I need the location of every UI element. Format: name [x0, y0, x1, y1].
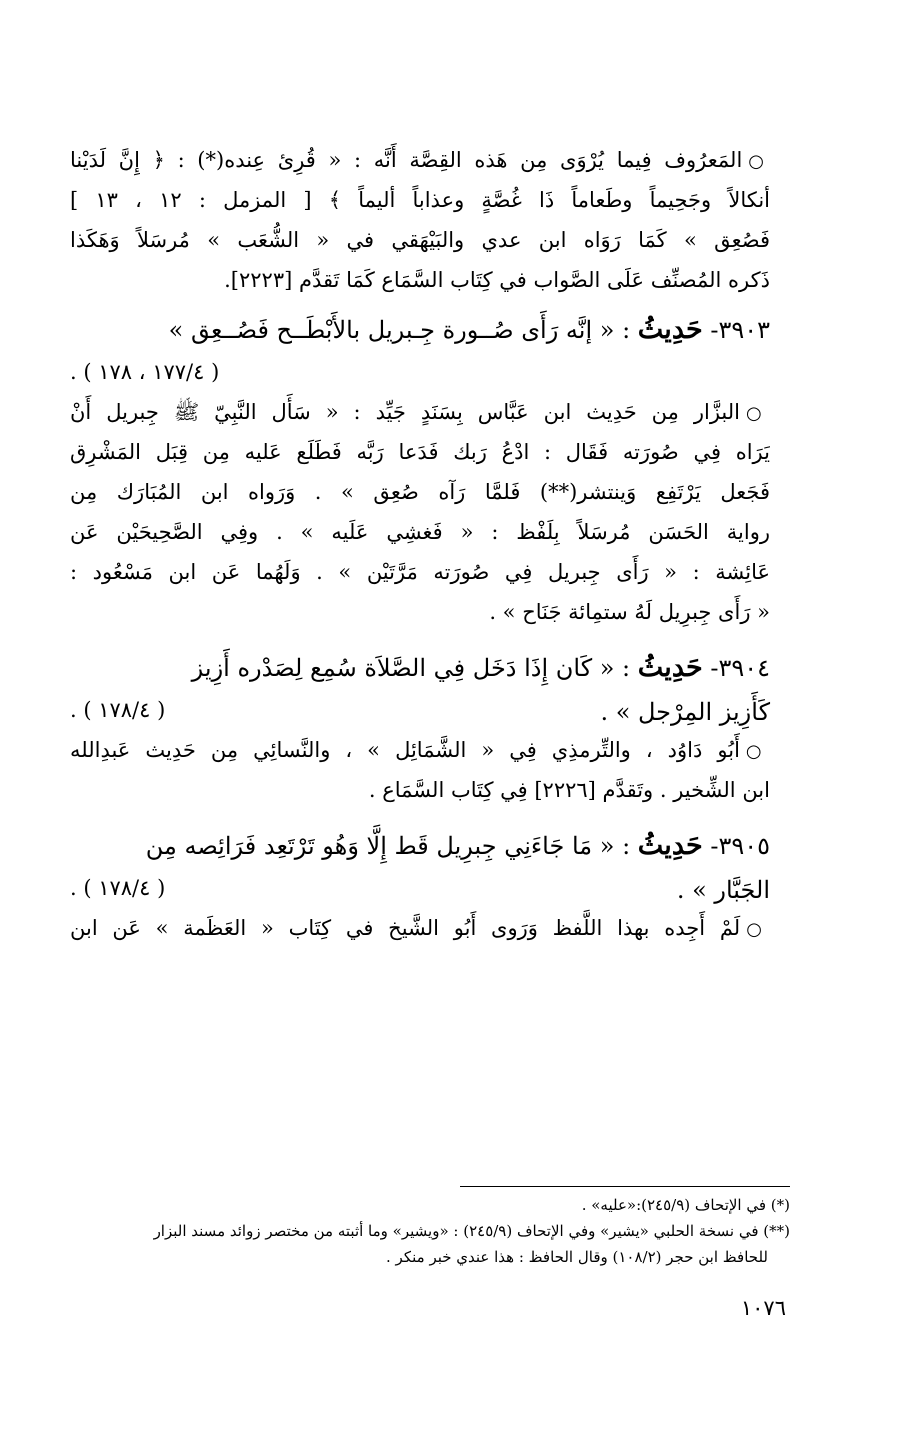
hadith-text: : « إنَّه رَأَى صُــورة جِـبريل بالأَبْطَــح فَصُــعِق »	[168, 316, 631, 344]
text-line: « رَأَى جِبرِيل لَهُ ستمِائة جَنَاح » .	[489, 600, 770, 624]
hadith-text: : « كَان إِذَا دَخَل فِي الصَّلاَة سُمِع لِصَدْره أَزِيز	[191, 654, 631, 682]
hadith-number: ٣٩٠٥-	[710, 832, 770, 860]
paragraph-block-4	[70, 908, 770, 948]
paragraph-block-2	[70, 392, 770, 632]
circle-bullet-icon: ○	[746, 403, 770, 424]
hadith-text: : « مَا جَاءَنِي جِبرِيل قَط إِلَّا وَهُو تَرْتَعِد فَرَائِصه مِن	[145, 832, 631, 860]
text-line: فَصُعِق » كَمَا رَوَاه ابن عدي والبَيْهَقي في « الشُّعَب » مُرسَلاً وَهَكَذا	[70, 228, 770, 252]
footnote: (**) في نسخة الحلبي «يشير» وفي الإتحاف (٢٤٥/٩) : «ويشير» وما أثبته من مختصر زوائد مسند البزار	[153, 1222, 790, 1240]
text-line: ○البزَّار مِن حَدِيث ابن عَبَّاس بِسَنَدٍ جَيِّد : « سَأَل النَّبِيّ ﷺ جِبريل أَنْ	[70, 400, 770, 424]
hadith-number: ٣٩٠٤-	[710, 654, 770, 682]
reference-line	[70, 352, 770, 392]
hadith-word: حَدِيثُ	[637, 314, 703, 345]
hadith-text: كَأَزِيز المِرْجل » .	[600, 698, 770, 726]
paragraph-block-1	[70, 140, 770, 300]
text-line: أنكالاً وجَحِيماً وطَعاماً ذَا غُصَّةٍ وعذاباً أليماً ﴾ [ المزمل : ١٢ ، ١٣ ]	[70, 188, 770, 212]
text-line: ○أَبُو دَاوُد ، والتِّرمذِي فِي « الشَّمَائِل » ، والنَّسائِي مِن حَدِيث عَبدِالله	[70, 738, 770, 762]
circle-bullet-icon: ○	[745, 741, 770, 762]
circle-bullet-icon: ○	[748, 151, 770, 172]
footnote-divider	[460, 1186, 790, 1187]
text-line: عَائِشة : « رَأَى جِبريل فِي صُورَته مَرَّتَيْن » . وَلَهُما عَن ابن مَسْعُود :	[70, 560, 770, 584]
text-line: ○المَعرُوف فِيما يُرْوَى مِن هَذه القِصَّة أَنَّه : « قُرِئ عِنده(*) : ﴿ إِنَّ لَدَيْنا	[70, 148, 770, 172]
paragraph-block-3	[70, 730, 770, 810]
hadith-word: حَدِيثُ	[637, 652, 703, 683]
volume-page-reference: ( ١٧٨/٤ ) .	[70, 876, 166, 900]
circle-bullet-icon: ○	[746, 919, 770, 940]
text-line: رواية الحَسَن مُرسَلاً بِلَفْظ : « فَغشِي عَلَيه » . وفِي الصَّحِيحَيْن عَن	[70, 520, 770, 544]
footnote: (*) في الإتحاف (٢٤٥/٩):«عليه» .	[581, 1196, 790, 1214]
volume-page-reference: ( ١٧٧/٤ ، ١٧٨ ) .	[70, 360, 220, 384]
footnote-continuation: للحافظ ابن حجر (١٠٨/٢) وقال الحافظ : هذا عندي خبر منكر .	[386, 1248, 768, 1266]
text-line: ○لَمْ أَجِده بهذا اللَّفظ وَرَوى أَبُو الشَّيخ في كِتَاب « العَظَمة » عَن ابن	[70, 916, 770, 940]
page-body	[70, 140, 770, 948]
hadith-number: ٣٩٠٣-	[710, 316, 770, 344]
volume-page-reference: ( ١٧٨/٤ ) .	[70, 698, 166, 722]
hadith-heading-3905	[70, 824, 770, 868]
text-line: فَجَعل يَرْتَفِع وَينتشر(**) فَلمَّا رَآه صُعِق » . وَرَواه ابن المُبَارَك مِن	[70, 480, 770, 504]
hadith-continuation-line	[70, 868, 770, 908]
footnotes	[70, 1192, 790, 1270]
text-line: ذَكره المُصنِّف عَلَى الصَّواب في كِتَاب السَّمَاع كَمَا تَقدَّم [٢٢٢٣].	[224, 268, 770, 292]
page-number: ١٠٧٦	[740, 1296, 786, 1320]
hadith-text: الجَبَّار » .	[676, 876, 770, 904]
hadith-word: حَدِيثُ	[637, 830, 703, 861]
hadith-continuation-line	[70, 690, 770, 730]
text-line: يَرَاه فِي صُورَته فَقَال : ادْعُ رَبك فَدَعا رَبَّه فَطَلَع عَليه مِن قِبَل المَشْرِق	[70, 440, 770, 464]
hadith-heading-3904	[70, 646, 770, 690]
text-line: ابن الشِّخير . وتَقدَّم [٢٢٢٦] فِي كِتَاب السَّمَاع .	[368, 778, 770, 802]
hadith-heading-3903	[70, 308, 770, 352]
